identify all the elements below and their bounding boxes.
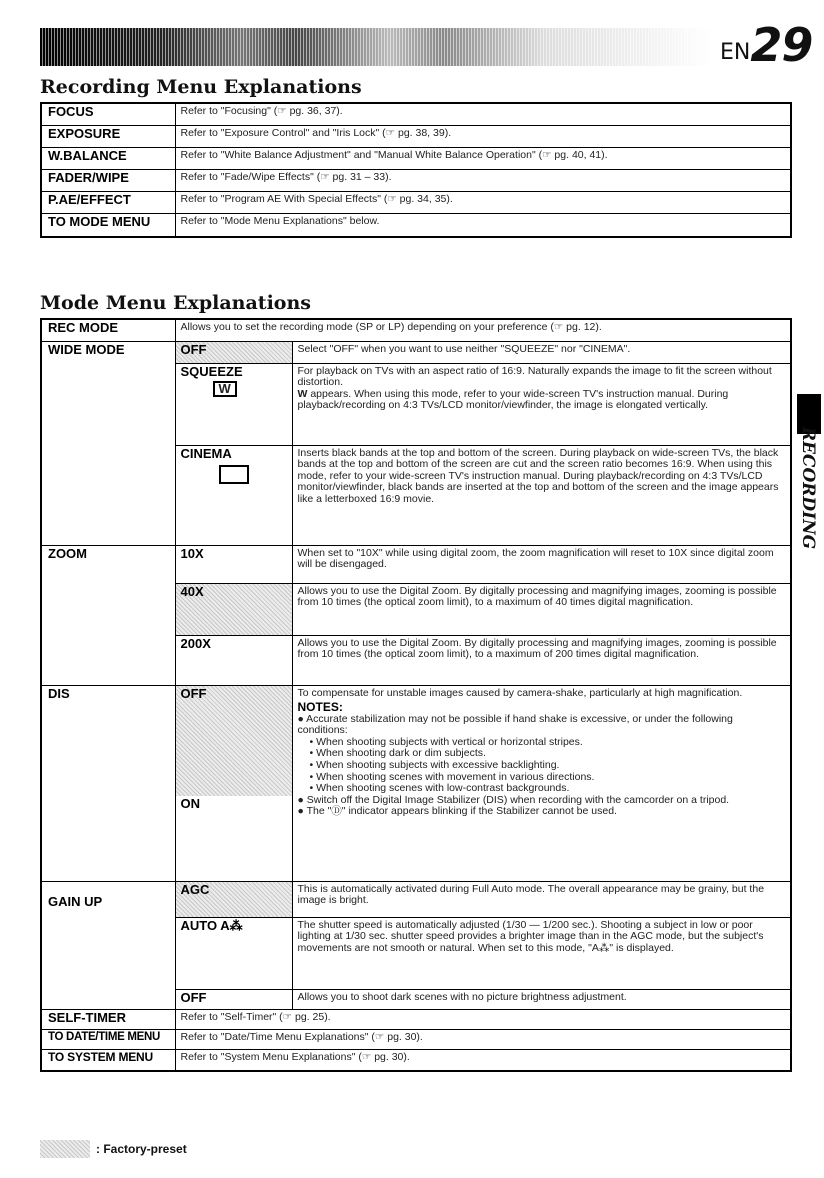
dis-note-2: ● Switch off the Digital Image Stabilizer (DIS) when recording with the camcorder on a tripod.: [297, 793, 730, 806]
row-key: EXPOSURE: [41, 125, 175, 147]
row-key: TO MODE MENU: [41, 213, 175, 237]
datetime-desc: Refer to "Date/Time Menu Explanations" (☞ pg. 30).: [175, 1029, 791, 1049]
table-row: [41, 213, 791, 237]
gain-off-desc: Allows you to shoot dark scenes with no picture brightness adjustment.: [292, 989, 791, 1009]
table-row: [41, 341, 791, 363]
datetime-key: TO DATE/TIME MENU: [41, 1029, 175, 1049]
row-desc: Refer to "Program AE With Special Effects" (☞ pg. 34, 35).: [175, 191, 791, 213]
gain-auto-option: AUTO A⁂: [175, 917, 292, 989]
squeeze-icon: W: [213, 381, 237, 397]
zoom-200x-option: 200X: [175, 635, 292, 685]
header-bar: [40, 28, 712, 66]
zoom-10x-desc: When set to "10X" while using digital zoom, the zoom magnification will reset to 10X since digital zoom will be disengaged.: [292, 545, 791, 583]
zoom-40x-option: 40X: [175, 583, 292, 635]
dis-option-cell: [175, 685, 292, 881]
recording-menu-title: Recording Menu Explanations: [40, 76, 362, 98]
factory-preset-swatch: [40, 1140, 90, 1158]
zoom-40x-desc: Allows you to use the Digital Zoom. By digitally processing and magnifying images, zooming is possible from 10 times (the optical zoom limit), to a maximum of 40 times digital magnification.: [292, 583, 791, 635]
cinema-option-cell: [175, 445, 292, 545]
dis-desc-cell: [292, 685, 791, 881]
dis-key: DIS: [41, 685, 175, 881]
table-row: [41, 169, 791, 191]
squeeze-inline-icon: W: [297, 387, 308, 400]
rec-mode-key: REC MODE: [41, 319, 175, 341]
wide-off-desc: Select "OFF" when you want to use neither "SQUEEZE" nor "CINEMA".: [292, 341, 791, 363]
squeeze-option: SQUEEZE: [180, 363, 243, 379]
table-row: [41, 685, 791, 881]
dis-sub-5: • When shooting scenes with low-contrast backgrounds.: [309, 782, 570, 795]
row-key: FOCUS: [41, 103, 175, 125]
page-num: 29: [750, 18, 813, 72]
row-desc: Refer to "White Balance Adjustment" and "Manual White Balance Operation" (☞ pg. 40, 41).: [175, 147, 791, 169]
self-timer-desc: Refer to "Self-Timer" (☞ pg. 25).: [175, 1009, 791, 1029]
row-key: P.AE/EFFECT: [41, 191, 175, 213]
wide-mode-key: WIDE MODE: [41, 341, 175, 545]
mode-menu-table: [40, 318, 792, 1072]
gain-agc-desc: This is automatically activated during Full Auto mode. The overall appearance may be grainy, but the image is bright.: [292, 881, 791, 917]
squeeze-desc: For playback on TVs with an aspect ratio of 16:9. Naturally expands the image to fit the screen without distortion.: [297, 364, 772, 389]
rec-mode-desc: Allows you to set the recording mode (SP or LP) depending on your preference (☞ pg. 12).: [175, 319, 791, 341]
cinema-option: CINEMA: [180, 445, 232, 461]
wide-off-option: OFF: [175, 341, 292, 363]
gain-off-option: OFF: [175, 989, 292, 1009]
row-key: FADER/WIPE: [41, 169, 175, 191]
recording-menu-table: [40, 102, 792, 238]
system-key: TO SYSTEM MENU: [41, 1049, 175, 1071]
table-row: [41, 881, 791, 917]
row-desc: Refer to "Fade/Wipe Effects" (☞ pg. 31 – 33).: [175, 169, 791, 191]
row-desc: Refer to "Mode Menu Explanations" below.: [175, 213, 791, 237]
mode-menu-title: Mode Menu Explanations: [40, 292, 311, 314]
table-row: [41, 147, 791, 169]
side-label: [793, 426, 823, 550]
zoom-key: ZOOM: [41, 545, 175, 685]
dis-on-option: ON: [180, 795, 200, 811]
squeeze-desc-cell: [292, 363, 791, 445]
cinema-icon: [219, 465, 249, 484]
dis-sub-3: • When shooting subjects with excessive backlighting.: [309, 759, 560, 772]
squeeze-desc-2: appears. When using this mode, refer to your wide-screen TV's instruction manual. During playback/recording on 4:3 TVs/LCD monitor/viewfinder, the image is elongated vertically.: [297, 387, 729, 412]
dis-sub-1: • When shooting subjects with vertical or horizontal stripes.: [309, 735, 583, 748]
dis-note-1: ● Accurate stabilization may not be possible if hand shake is excessive, or under the following conditions:: [297, 712, 733, 737]
dis-sub-2: • When shooting dark or dim subjects.: [309, 747, 486, 760]
dis-off-option: OFF: [176, 686, 292, 796]
table-row: [41, 545, 791, 583]
legend-text: : Factory-preset: [96, 1142, 187, 1156]
page-number: [720, 18, 812, 72]
table-row: [41, 103, 791, 125]
side-label-text: RECORDING: [798, 426, 818, 550]
squeeze-option-cell: [175, 363, 292, 445]
zoom-200x-desc: Allows you to use the Digital Zoom. By digitally processing and magnifying images, zooming is possible from 10 times (the optical zoom limit), to a maximum of 200 times digital magnification.: [292, 635, 791, 685]
row-desc: Refer to "Exposure Control" and "Iris Lock" (☞ pg. 38, 39).: [175, 125, 791, 147]
cinema-desc: Inserts black bands at the top and bottom of the screen. During playback on wide-screen TVs, the black bands at the top and bottom of the screen are cut and the screen ratio becomes 16:9. When using this mode, refer to your wide-screen TV's instruction manual. During playback/recording on 4:3 TVs/LCD monitor/viewfinder, black bands are inserted at the top and bottom of the screen and the image appears like a letterboxed 16:9 movie.: [292, 445, 791, 545]
self-timer-key: SELF-TIMER: [41, 1009, 175, 1029]
table-row: [41, 1009, 791, 1029]
system-desc: Refer to "System Menu Explanations" (☞ pg. 30).: [175, 1049, 791, 1071]
dis-desc: To compensate for unstable images caused by camera-shake, particularly at high magnification.: [297, 686, 743, 699]
row-desc: Refer to "Focusing" (☞ pg. 36, 37).: [175, 103, 791, 125]
legend: [40, 1140, 187, 1158]
page-lang: EN: [720, 40, 751, 65]
table-row: [41, 1049, 791, 1071]
table-row: [41, 1029, 791, 1049]
table-row: [41, 319, 791, 341]
zoom-10x-option: 10X: [175, 545, 292, 583]
notes-heading: NOTES:: [297, 700, 343, 715]
gain-up-key: GAIN UP: [41, 881, 175, 1009]
gain-agc-option: AGC: [175, 881, 292, 917]
table-row: [41, 191, 791, 213]
row-key: W.BALANCE: [41, 147, 175, 169]
table-row: [41, 125, 791, 147]
dis-sub-4: • When shooting scenes with movement in various directions.: [309, 770, 595, 783]
dis-note-3: ● The "Ⓓ" indicator appears blinking if the Stabilizer cannot be used.: [297, 805, 617, 818]
gain-auto-desc: The shutter speed is automatically adjusted (1/30 — 1/200 sec.). Shooting a subject in low or poor lighting at 1/30 sec. shutter speed provides a brighter image than in the AGC mode, but the subject's movements are not smooth or natural. When set to this mode, "A⁂" is displayed.: [292, 917, 791, 989]
